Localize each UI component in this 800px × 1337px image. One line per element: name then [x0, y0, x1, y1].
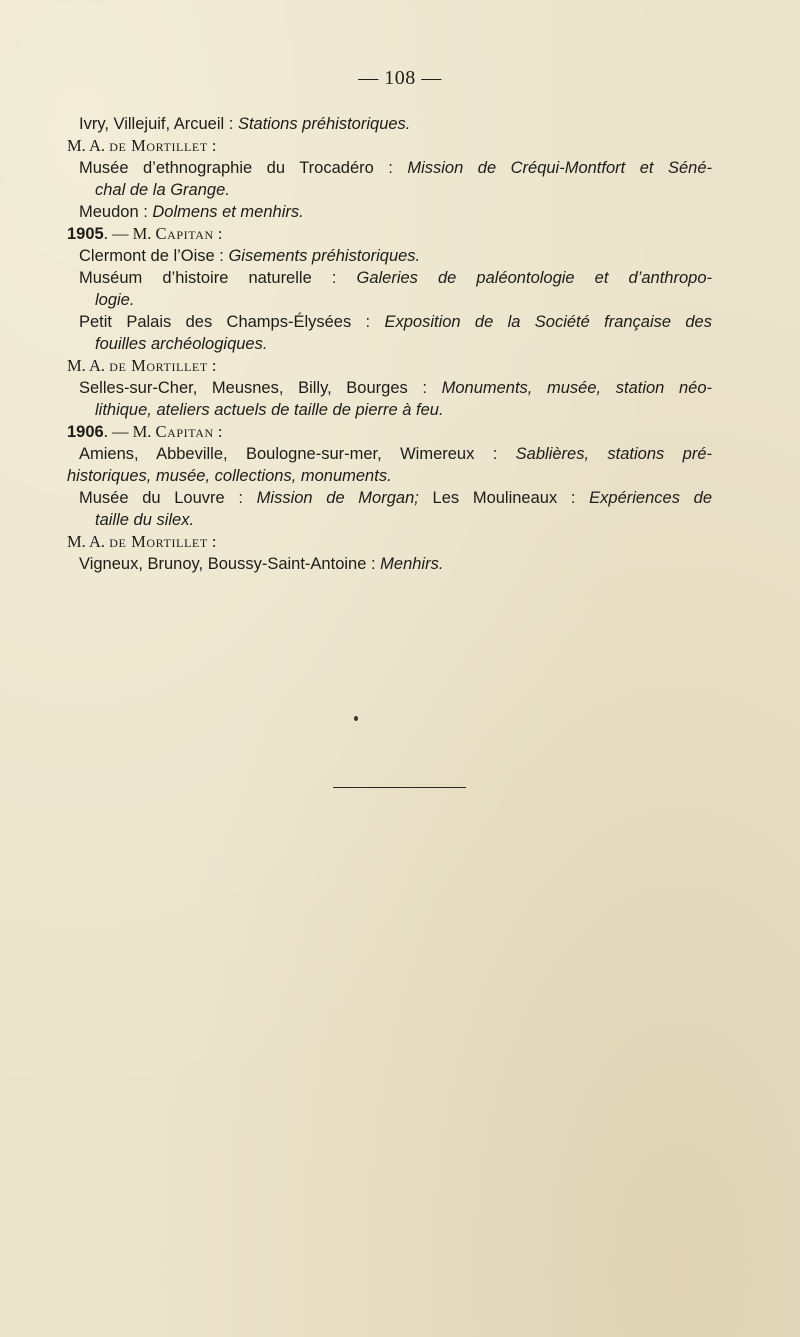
line-text: M. A. — [67, 356, 110, 375]
text-line — [67, 377, 712, 399]
author-name: Capitan — [155, 224, 214, 243]
line-text: Les Moulineaux : — [432, 489, 590, 507]
line-italic: logie. — [95, 291, 135, 309]
text-line — [67, 157, 712, 179]
line-italic: lithique, ateliers actuels de taille de pierre à feu. — [95, 401, 444, 419]
author-name: de Mortillet — [109, 136, 208, 155]
text-line — [67, 465, 712, 487]
text-line — [67, 201, 712, 223]
line-text: : — [207, 532, 217, 551]
text-line — [67, 553, 712, 575]
ink-speck — [354, 716, 358, 721]
line-italic: Expériences de — [589, 489, 712, 507]
page-number: — 108 — — [358, 67, 442, 89]
text-line — [67, 509, 712, 531]
text-line — [67, 531, 712, 553]
text-line — [67, 311, 712, 333]
line-italic: taille du silex. — [95, 511, 195, 529]
author-name: de Mortillet — [109, 532, 208, 551]
text-line — [67, 487, 712, 509]
end-rule — [333, 787, 466, 788]
line-text: : — [213, 422, 223, 441]
line-italic: Stations préhistoriques. — [237, 115, 411, 133]
line-text: Selles-sur-Cher, Meusnes, Billy, Bourges : — [79, 379, 442, 397]
line-italic: Mission de Créqui-Montfort et Séné- — [407, 159, 712, 177]
text-line — [67, 289, 712, 311]
text-line — [67, 113, 712, 135]
line-italic: Menhirs. — [380, 555, 444, 573]
line-text: Vigneux, Brunoy, Boussy-Saint-Antoine : — [79, 555, 381, 573]
text-line — [67, 399, 712, 421]
text-line — [67, 333, 712, 355]
text-line — [67, 443, 712, 465]
line-italic: fouilles archéologiques. — [95, 335, 268, 353]
line-italic: Gisements préhistoriques. — [228, 247, 421, 265]
author-name: de Mortillet — [109, 356, 208, 375]
line-italic: Exposition de la Société française des — [384, 313, 712, 331]
text-line — [67, 267, 712, 289]
line-text: M. A. — [67, 532, 110, 551]
line-text: Meudon : — [79, 203, 153, 221]
year-heading — [67, 223, 712, 245]
line-italic: Galeries de paléontologie et d’anthropo- — [356, 269, 712, 287]
line-italic: Monuments, musée, station néo- — [441, 379, 712, 397]
text-line — [67, 245, 712, 267]
line-text: Ivry, Villejuif, Arcueil : — [79, 115, 238, 133]
page-body — [67, 113, 712, 575]
line-text: Amiens, Abbeville, Boulogne-sur-mer, Wimereux : — [79, 445, 516, 463]
line-text: . — M. — [103, 422, 156, 441]
line-text: Petit Palais des Champs-Élysées : — [79, 313, 385, 331]
line-italic: Sablières, stations pré- — [515, 445, 712, 463]
year-label: 1906 — [67, 423, 104, 441]
line-text: . — M. — [103, 224, 156, 243]
text-line — [67, 355, 712, 377]
line-text: : — [207, 356, 217, 375]
author-name: Capitan — [155, 422, 214, 441]
line-text: Clermont de l’Oise : — [79, 247, 229, 265]
line-italic: Dolmens et menhirs. — [152, 203, 304, 221]
line-text: : — [207, 136, 217, 155]
year-heading — [67, 421, 712, 443]
line-text: : — [213, 224, 223, 243]
line-text: Muséum d’histoire naturelle : — [79, 269, 357, 287]
line-italic: historiques, musée, collections, monuments. — [67, 467, 392, 485]
text-line — [67, 179, 712, 201]
line-text: Musée d’ethnographie du Trocadéro : — [79, 159, 408, 177]
line-text: M. A. — [67, 136, 110, 155]
line-italic: chal de la Grange. — [95, 181, 230, 199]
line-text: Musée du Louvre : — [79, 489, 257, 507]
year-label: 1905 — [67, 225, 104, 243]
text-line — [67, 135, 712, 157]
line-italic: Mission de Morgan; — [256, 489, 433, 507]
